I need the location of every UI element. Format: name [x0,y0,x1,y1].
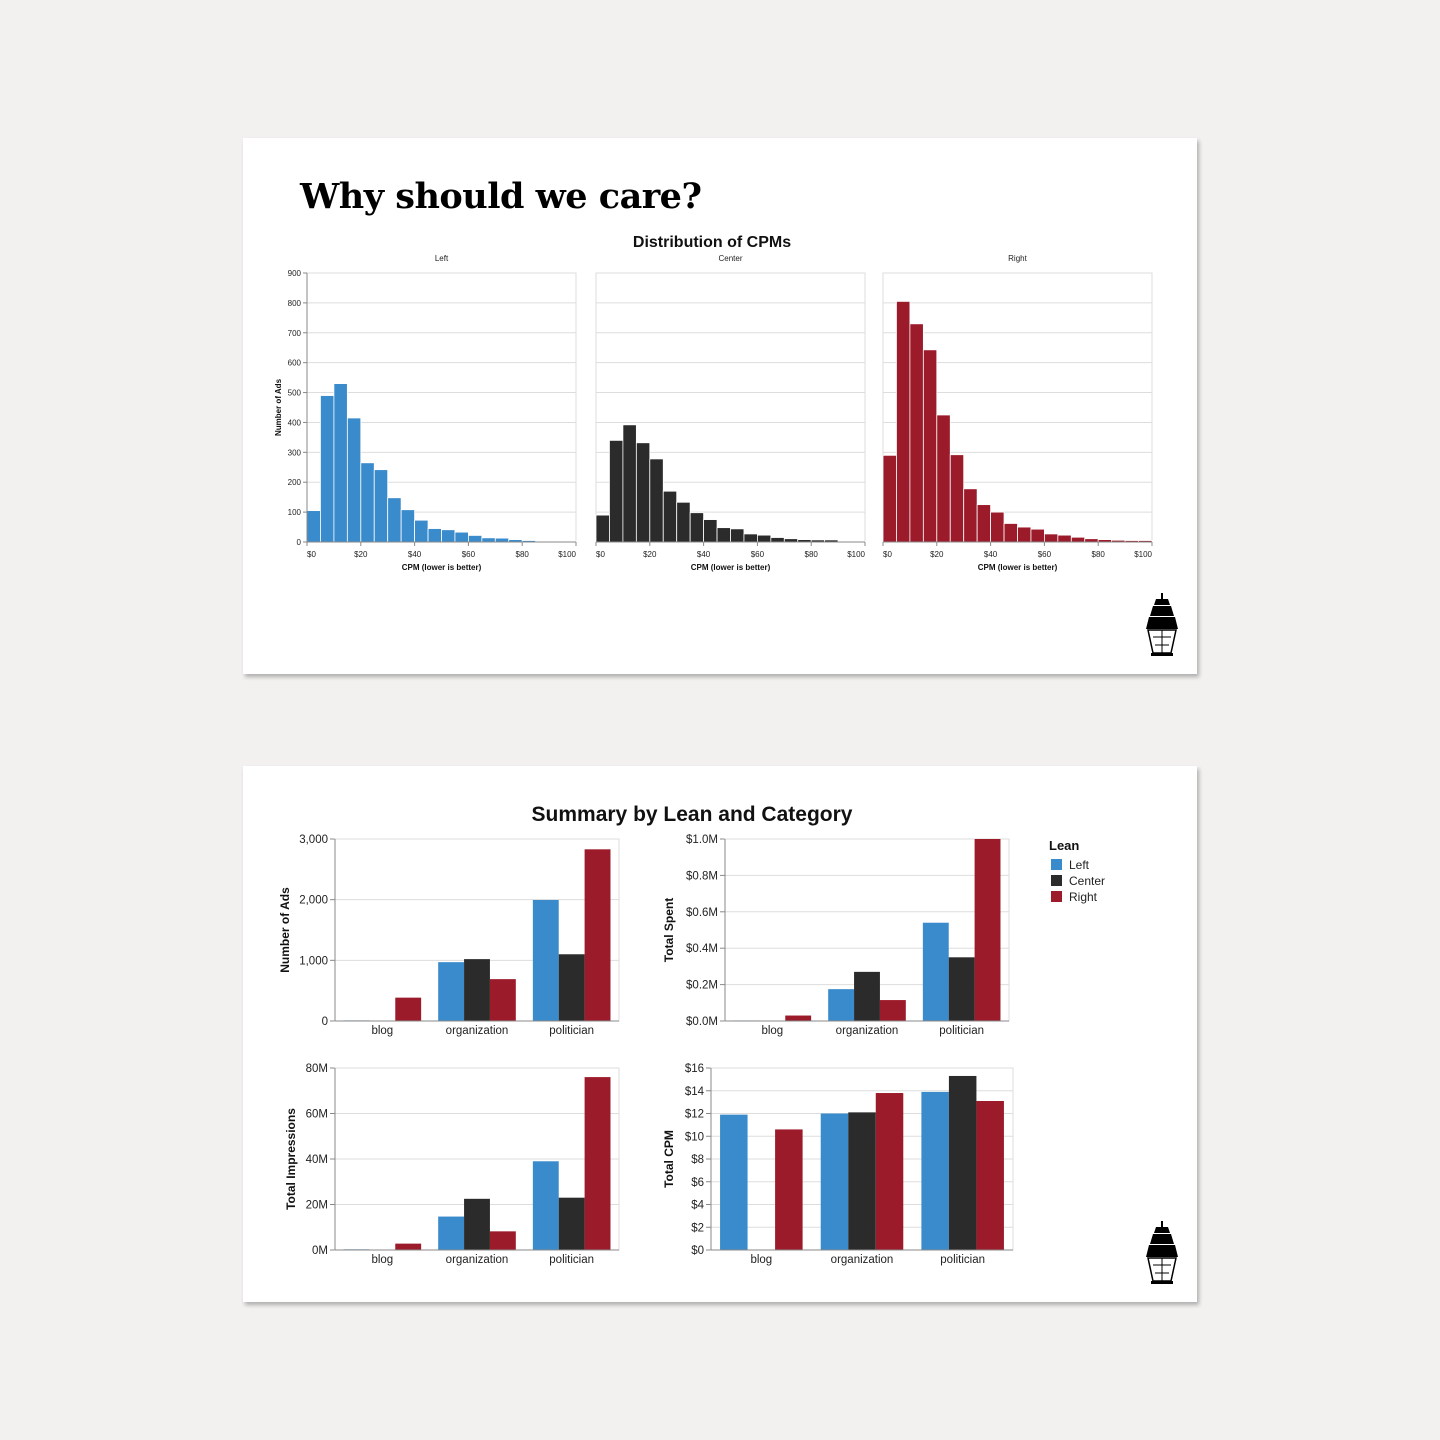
y-tick-label: $0.8M [686,870,718,883]
x-tick-label: $60 [1037,550,1052,559]
bar-right [585,1077,611,1250]
bar-center [559,954,585,1021]
y-tick-label: 0M [312,1245,328,1257]
histogram-bar [650,459,663,542]
legend-swatch-right [1051,891,1062,902]
x-tick-label: $40 [983,550,998,559]
bar-left [720,1115,748,1250]
y-tick-label: $1.0M [686,834,718,846]
histogram-bar [964,489,977,542]
y-tick-label: 0 [321,1016,328,1028]
bar-right [975,839,1001,1021]
y-tick-label: 3,000 [299,834,328,846]
histogram-bar [1031,529,1044,542]
y-tick-label: 600 [287,358,301,368]
bar-center [949,957,975,1021]
facet-label: Right [1008,254,1027,263]
y-tick-label: $12 [684,1108,704,1121]
slide-summary [243,766,1197,1302]
x-tick-label: $20 [930,550,944,559]
y-tick-label: 100 [287,508,301,518]
x-tick-label: $80 [804,550,818,559]
y-tick-label: 200 [287,478,301,488]
histogram-bar [442,530,455,542]
category-label: blog [750,1254,773,1266]
category-label: blog [371,1254,394,1266]
y-axis-label: Number of Ads [278,887,292,973]
histogram-bar [923,350,936,542]
summary-panel-number-of-ads [278,834,619,1037]
bar-center [854,972,880,1021]
x-tick-label: $20 [643,550,657,559]
x-tick-label: $20 [354,550,368,559]
ship-logo-icon [1145,593,1179,659]
histogram-bar [374,470,387,542]
y-tick-label: 700 [287,328,301,338]
bar-right [585,849,611,1021]
x-axis-label: CPM (lower is better) [401,563,482,572]
histogram-bar [910,324,923,542]
bar-right [395,1244,421,1250]
x-tick-label: $40 [407,550,422,559]
x-axis-label: CPM (lower is better) [977,563,1058,572]
histogram-bar [482,538,495,542]
histogram-bar [771,538,784,542]
category-label: politician [549,1025,595,1037]
bar-center [949,1076,977,1250]
legend-swatch-center [1051,875,1062,886]
legend-swatch-left [1051,859,1062,870]
y-tick-label: $6 [691,1176,704,1189]
x-tick-label: $0 [307,550,316,559]
y-tick-label: 300 [287,448,301,458]
bar-left [821,1114,849,1251]
category-label: organization [830,1254,894,1266]
histogram-panel-center [596,254,866,572]
histogram-bar [388,498,401,542]
x-tick-label: $0 [883,550,892,559]
bar-left [438,962,464,1021]
ship-logo-icon [1145,1221,1179,1287]
histogram-bar [717,528,730,542]
facet-label: Center [718,254,743,263]
histogram-bar [704,520,717,542]
y-tick-label: $0.2M [686,979,718,992]
bar-left [923,923,949,1021]
histogram-bar [677,502,690,542]
histogram-bar [320,396,333,542]
y-tick-label: $0.6M [686,906,718,919]
histogram-bar [883,455,896,542]
histogram-bar [663,491,676,542]
histogram-bar [415,520,428,542]
slide-title: Why should we care? [300,176,702,217]
bar-center [464,1199,490,1250]
x-tick-label: $80 [1091,550,1105,559]
x-axis-label: CPM (lower is better) [690,563,771,572]
bar-right [976,1101,1004,1250]
y-tick-label: $0.4M [686,943,718,956]
histogram-panel-right [883,254,1153,572]
histogram-bar [361,463,374,542]
histogram-bar [636,443,649,542]
x-tick-label: $60 [750,550,765,559]
histogram-bar [495,538,508,542]
x-tick-label: $100 [1134,550,1152,559]
bar-right [775,1129,803,1250]
legend-label: Center [1069,874,1106,888]
histogram-bar [937,415,950,542]
histogram-bar [950,455,963,542]
y-tick-label: $0.0M [686,1016,718,1028]
y-tick-label: 60M [305,1108,328,1121]
legend [1049,838,1105,904]
histogram-bar [896,301,909,542]
y-tick-label: 1,000 [299,955,328,968]
histogram-bar [757,535,770,542]
histogram-bar [991,512,1004,542]
histogram-panel-left [274,254,577,572]
category-label: organization [445,1254,509,1266]
bar-left [438,1217,464,1250]
histogram-bar [1058,535,1071,542]
histogram-bar [401,510,414,542]
y-axis-label: Number of Ads [274,378,283,437]
y-tick-label: $16 [684,1063,704,1075]
histogram-bar [1044,534,1057,542]
x-tick-label: $60 [461,550,476,559]
histogram-bar [307,511,320,542]
histogram-bar [347,418,360,542]
category-label: organization [445,1025,509,1037]
category-label: blog [761,1025,784,1037]
bar-center [464,959,490,1021]
y-axis-label: Total CPM [662,1130,676,1188]
category-label: politician [549,1254,595,1266]
x-tick-label: $0 [596,550,605,559]
bar-right [785,1016,811,1021]
y-tick-label: 40M [305,1154,328,1166]
bar-left [533,1161,559,1250]
bar-right [395,998,421,1021]
y-tick-label: 0 [296,538,301,547]
histogram-bar [428,529,441,542]
x-tick-label: $80 [515,550,529,559]
y-tick-label: $14 [684,1085,704,1098]
x-tick-label: $100 [558,550,576,559]
y-tick-label: $4 [691,1199,704,1212]
x-tick-label: $100 [847,550,865,559]
histogram-bar [731,529,744,542]
legend-label: Left [1069,858,1090,872]
histogram-bar [977,505,990,542]
y-tick-label: 2,000 [299,894,328,907]
y-tick-label: $8 [691,1154,704,1166]
y-tick-label: $10 [684,1131,704,1144]
cpm-histogram-chart [243,138,1197,674]
summary-panel-total-cpm [662,1063,1013,1266]
bar-left [533,900,559,1021]
histogram-bar [623,425,636,542]
y-tick-label: 900 [287,269,301,278]
y-tick-label: 500 [287,388,301,398]
bar-right [490,979,516,1021]
histogram-bar [334,384,347,542]
histogram-bar [1004,523,1017,542]
category-label: politician [940,1254,986,1266]
bar-right [876,1093,904,1250]
y-axis-label: Total Spent [662,897,676,963]
bar-left [828,989,854,1021]
legend-label: Right [1069,890,1098,904]
y-axis-label: Total Impressions [284,1108,298,1210]
bar-right [880,1000,906,1021]
histogram-bar [1071,537,1084,542]
x-tick-label: $40 [696,550,711,559]
histogram-bar [468,535,481,542]
summary-bar-charts [243,766,1197,1302]
histogram-bar [609,440,622,542]
category-label: politician [939,1025,985,1037]
histogram-bar [1018,527,1031,542]
y-tick-label: 20M [305,1199,328,1212]
y-tick-label: 80M [305,1063,328,1075]
bar-center [848,1112,876,1250]
summary-panel-total-impressions [284,1063,619,1266]
chart-title: Summary by Lean and Category [531,803,853,826]
histogram-bar [690,513,703,542]
category-label: organization [835,1025,899,1037]
category-label: blog [371,1025,394,1037]
y-tick-label: $0 [691,1245,704,1257]
bar-left [921,1092,949,1250]
histogram-bar [744,534,757,542]
summary-panel-total-spent [662,834,1009,1037]
y-tick-label: 800 [287,298,301,308]
facet-label: Left [434,254,449,263]
bar-right [490,1231,516,1250]
chart-title: Distribution of CPMs [632,234,792,251]
y-tick-label: $2 [691,1222,704,1235]
slide-cpm-distribution [243,138,1197,674]
histogram-bar [596,515,609,542]
legend-title: Lean [1049,838,1080,853]
histogram-bar [455,532,468,542]
bar-center [559,1198,585,1250]
y-tick-label: 400 [287,418,301,428]
